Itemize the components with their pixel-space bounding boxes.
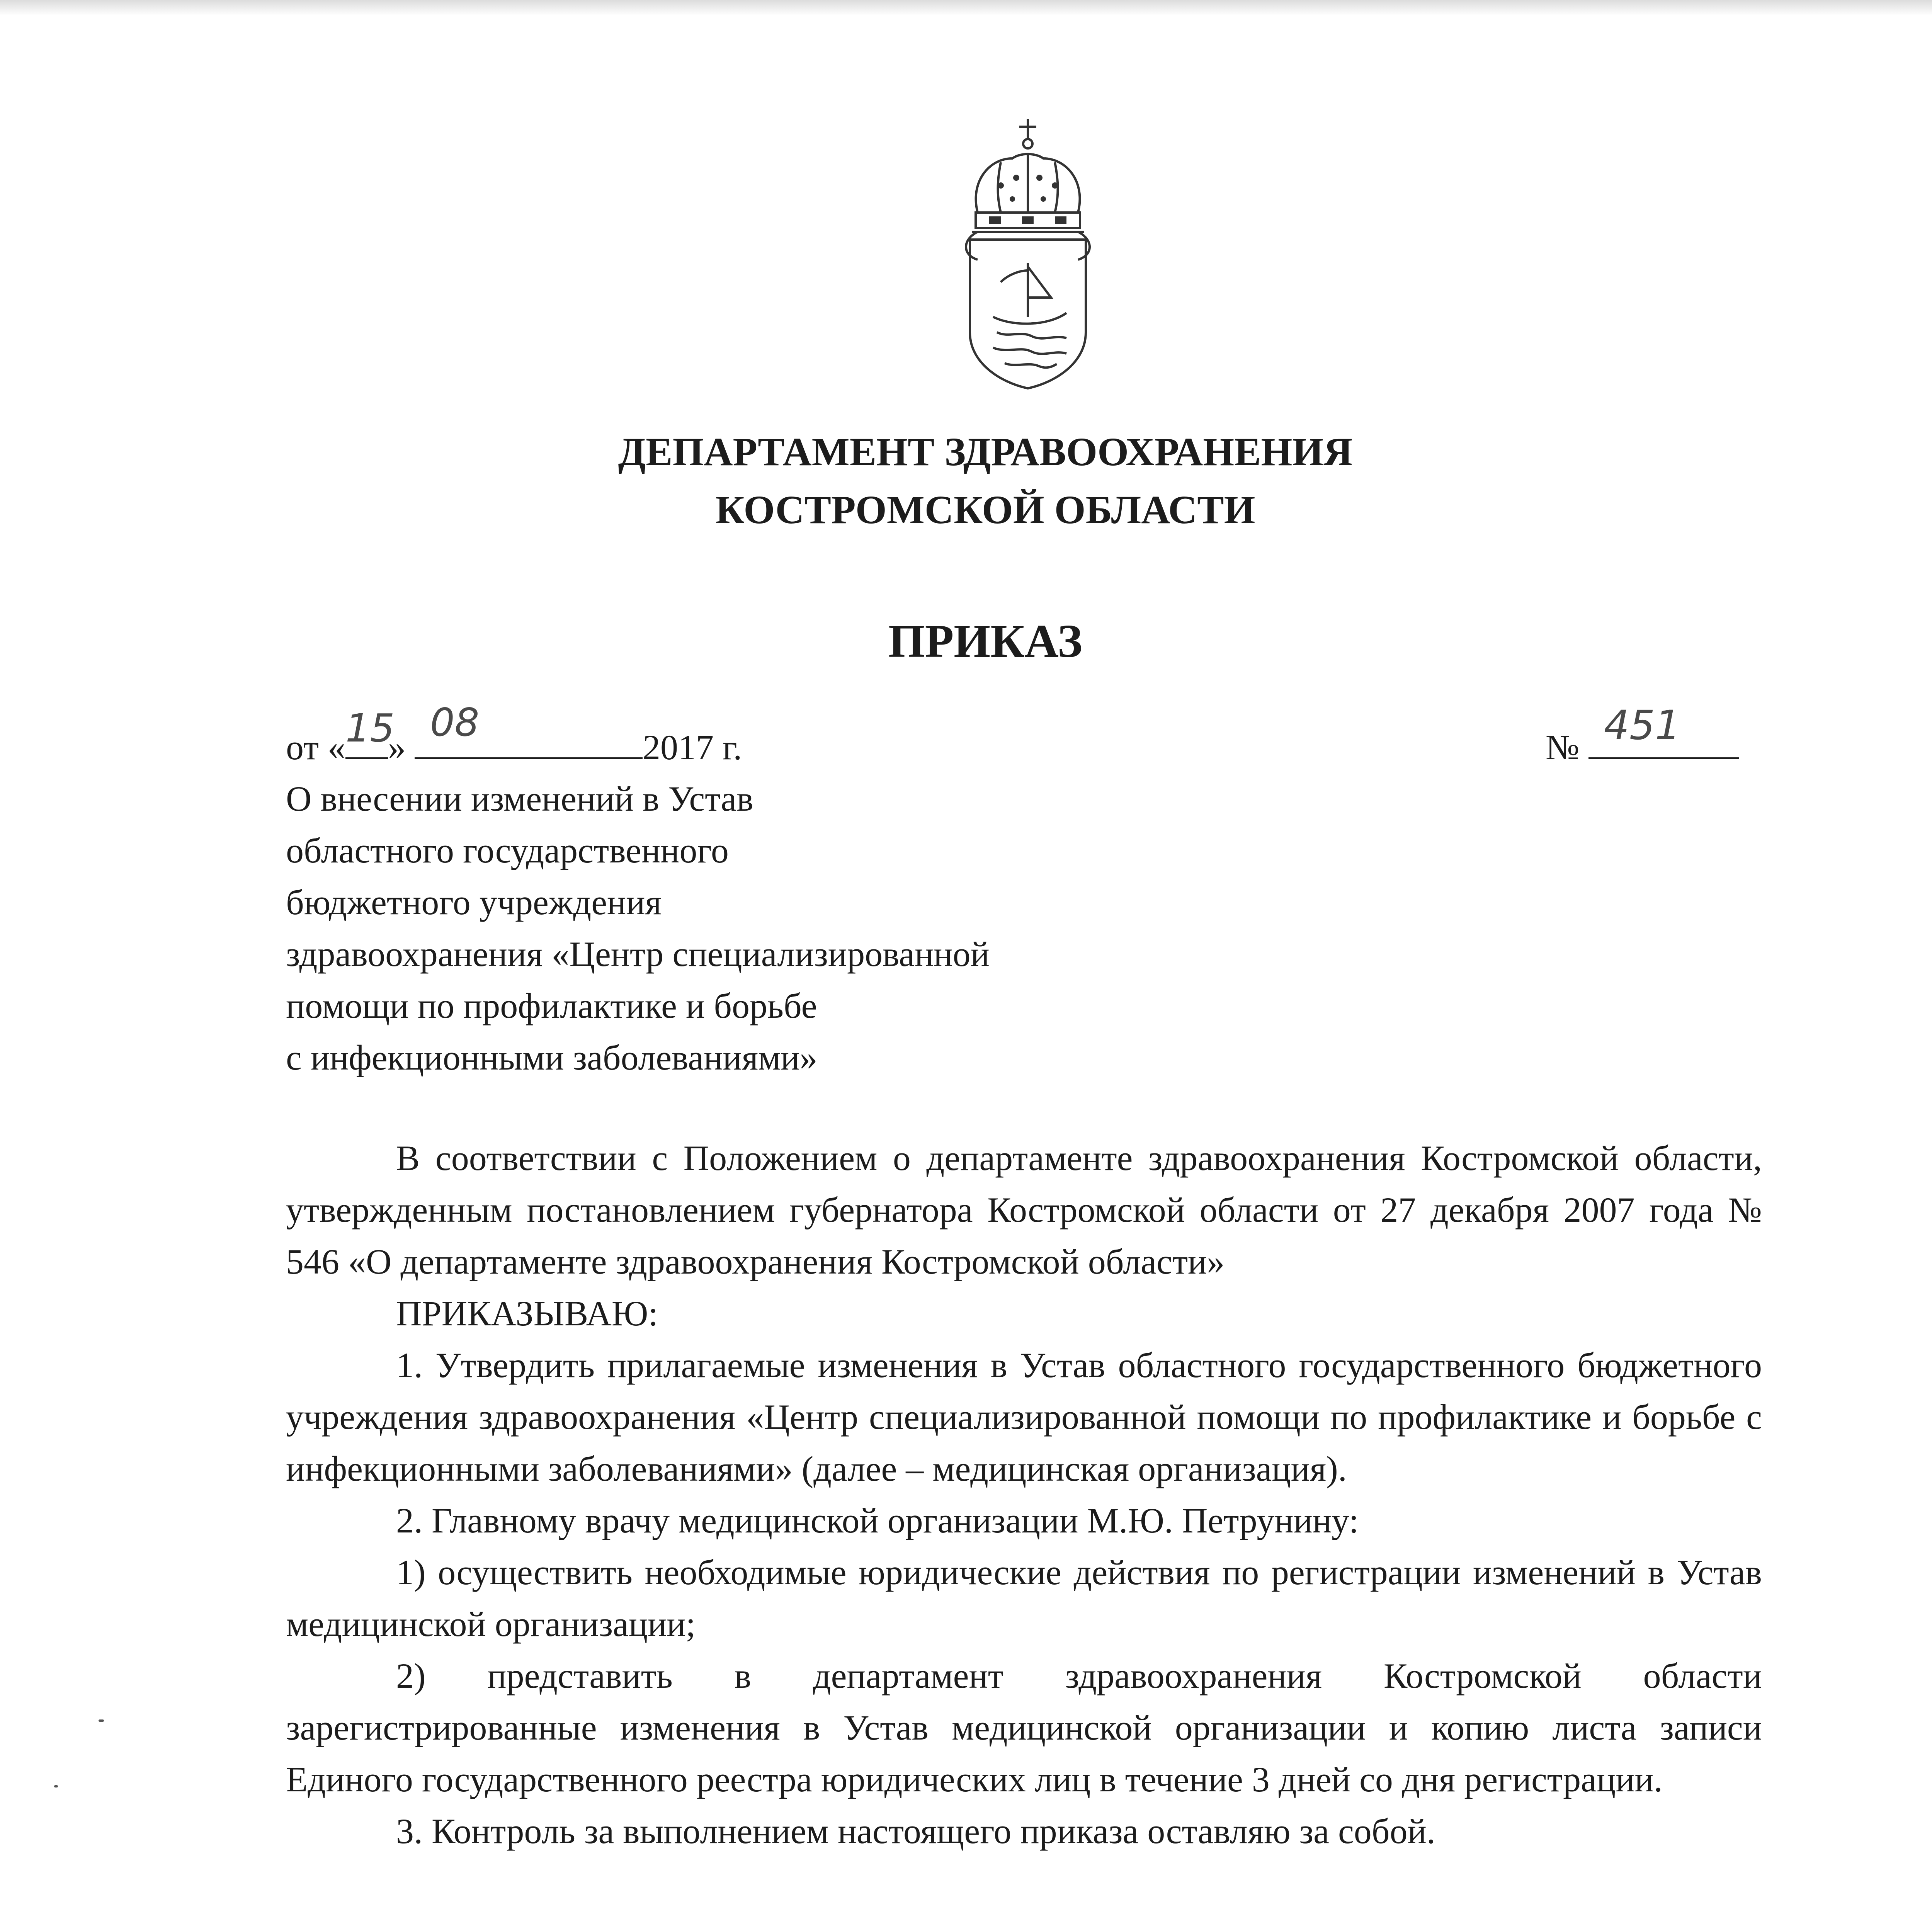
department-name-line1: ДЕПАРТАМЕНТ ЗДРАВООХРАНЕНИЯ: [618, 430, 1353, 474]
date-close-quote: »: [388, 728, 406, 767]
day-field: [345, 706, 395, 759]
date-year: 2017 г.: [643, 728, 742, 767]
subject-line: областного государственного: [286, 831, 729, 870]
order-item-2: 2. Главному врачу медицинской организации М.Ю. Петрунину:: [396, 1501, 1359, 1540]
order-item-1: 1. Утвердить прилагаемые изменения в Устав областного государственного бюджетного учреждения здравоохранения «Центр специализированной помощи по профилактике и борьбе с инфекционными заболеваниями» (далее – медицинская организация).: [286, 1345, 1762, 1488]
subject-line: бюджетного учреждения: [286, 883, 662, 922]
number-label: №: [1546, 728, 1580, 767]
month-field: [415, 700, 643, 759]
number-field: [1588, 702, 1739, 759]
order-number: [1546, 702, 1739, 772]
date-open-quote: «: [328, 728, 345, 767]
order-item-2-1: 1) осуществить необходимые юридические действия по регистрации изменений в Устав медицинской организации;: [286, 1553, 1762, 1644]
order-word: ПРИКАЗЫВАЮ:: [396, 1294, 658, 1333]
subject-line: здравоохранения «Центр специализированной: [286, 934, 990, 974]
scan-edge-top: [0, 0, 1932, 15]
subject-line: О внесении изменений в Устав: [286, 779, 753, 818]
document-type-title: ПРИКАЗ: [888, 615, 1083, 667]
scan-speck: [99, 1719, 104, 1722]
department-name-line2: КОСТРОМСКОЙ ОБЛАСТИ: [715, 488, 1255, 532]
scan-speck: [54, 1785, 58, 1787]
kostroma-coat-of-arms-icon: [954, 116, 1101, 390]
order-body: [286, 1132, 1762, 1857]
order-item-2-2: 2) представить в департамент здравоохранения Костромской области зарегистрированные изменения в Устав медицинской организации и копию листа записи Единого государственного реестра юридических лиц в течение 3 дней со дня регистрации.: [286, 1656, 1762, 1799]
date-prefix: от: [286, 728, 319, 767]
subject-line: помощи по профилактике и борьбе: [286, 986, 817, 1026]
order-subject: [286, 773, 1291, 1083]
order-date: [286, 700, 742, 772]
preamble-paragraph: В соответствии с Положением о департаменте здравоохранения Костромской области, утвержденным постановлением губернатора Костромской области от 27 декабря 2007 года № 546 «О департаменте здравоохранения Костромской области»: [286, 1138, 1762, 1281]
handwritten-number: 451: [1604, 702, 1681, 749]
handwritten-month: 08: [430, 700, 480, 745]
subject-line: с инфекционными заболеваниями»: [286, 1038, 818, 1077]
order-item-3: 3. Контроль за выполнением настоящего приказа оставляю за собой.: [396, 1811, 1435, 1851]
handwritten-day: 15: [345, 706, 395, 751]
